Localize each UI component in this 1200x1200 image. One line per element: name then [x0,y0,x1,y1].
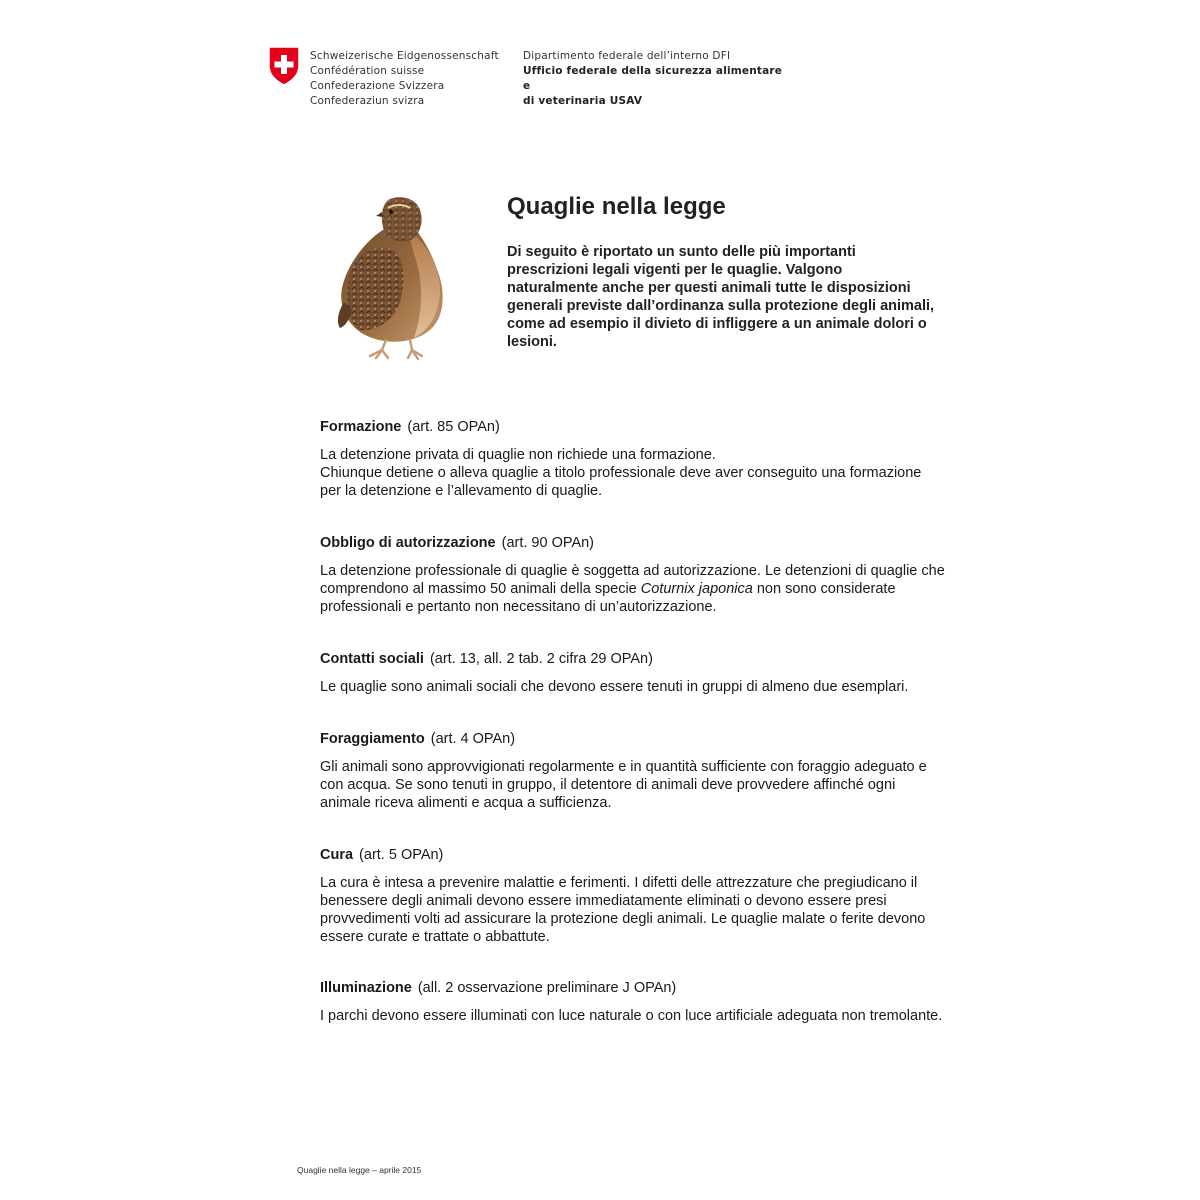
section-heading [320,730,945,748]
section-article: (art. 85 OPAn) [407,419,500,435]
section-body [320,874,945,946]
section-heading [320,418,945,436]
confederation-line-fr: Confédération suisse [310,65,425,77]
section-text-before: La detenzione professionale di quaglie è soggetta ad autorizzazione. Le detenzioni di quaglie che comprendono al massimo 50 animali della specie [320,563,945,597]
confederation-names [310,49,520,109]
section-foraggiamento [320,730,945,812]
section-heading [320,846,945,864]
section-title: Formazione [320,419,402,435]
office-name-line2: di veterinaria USAV [523,95,643,107]
section-title: Cura [320,847,354,863]
section-body [320,562,945,616]
section-paragraph: I parchi devono essere illuminati con luce naturale o con luce artificiale adeguata non tremolante. [320,1008,943,1024]
confederation-line-de: Schweizerische Eidgenossenschaft [310,50,499,62]
section-cura [320,846,945,946]
section-article: (all. 2 osservazione preliminare J OPAn) [417,980,677,996]
section-paragraph [320,562,945,616]
section-text-after: non sono considerate professionali e pertanto non necessitano di un’autorizzazione. [320,581,896,615]
section-title: Obbligo di autorizzazione [320,535,496,551]
office-name-line1: Ufficio federale della sicurezza alimentare e [523,65,783,92]
section-article: (art. 90 OPAn) [501,535,595,551]
section-body [320,758,945,812]
section-article: (art. 13, all. 2 tab. 2 cifra 29 OPAn) [429,651,653,667]
section-formazione [320,418,945,500]
section-contatti-sociali [320,650,945,696]
section-article: (art. 5 OPAn) [359,847,444,863]
section-paragraph: La detenzione privata di quaglie non richiede una formazione. [320,447,716,463]
section-heading [320,534,945,552]
swiss-coat-of-arms-icon [268,46,300,86]
quail-image [330,190,465,365]
department-block [523,49,783,109]
section-paragraph: Chiunque detiene o alleva quaglie a titolo professionale deve aver conseguito una formazione per la detenzione e l’allevamento di quaglie. [320,465,922,499]
document-title: Quaglie nella legge [507,193,726,220]
section-body [320,446,945,500]
section-body [320,1007,945,1025]
section-paragraph: Gli animali sono approvvigionati regolarmente e in quantità sufficiente con foraggio adeguato e con acqua. Se sono tenuti in gruppo, il detentore di animali deve provvedere affinché ogni animale riceva alimenti e acqua a sufficienza. [320,759,927,811]
confederation-line-it: Confederazione Svizzera [310,80,445,92]
section-obbligo-autorizzazione [320,534,945,616]
species-name: Coturnix japonica [640,581,753,597]
section-title: Foraggiamento [320,731,425,747]
section-illuminazione [320,979,945,1025]
intro-paragraph: Di seguito è riportato un sunto delle più importanti prescrizioni legali vigenti per le quaglie. Valgono naturalmente anche per questi animali tutte le disposizioni generali previste dall’ordinanza sulla protezione degli animali, come ad esempio il divieto di infliggere a un animale dolori o lesioni. [507,244,935,350]
page-footer: Quaglie nella legge – aprile 2015 [297,1165,422,1175]
section-heading [320,650,945,668]
section-title: Illuminazione [320,980,412,996]
section-article: (art. 4 OPAn) [430,731,516,747]
department-name: Dipartimento federale dell’interno DFI [523,50,731,62]
section-paragraph: Le quaglie sono animali sociali che devono essere tenuti in gruppi di almeno due esemplari. [320,679,909,695]
section-body [320,678,945,696]
confederation-line-rm: Confederaziun svizra [310,95,425,107]
section-title: Contatti sociali [320,651,424,667]
section-heading [320,979,945,997]
section-paragraph: La cura è intesa a prevenire malattie e ferimenti. I difetti delle attrezzature che pregiudicano il benessere degli animali devono essere immediatamente eliminati o devono essere presi provvedimenti volti ad assicurare la protezione degli animali. Le quaglie malate o ferite devono essere curate e trattate o abbattute. [320,875,926,945]
